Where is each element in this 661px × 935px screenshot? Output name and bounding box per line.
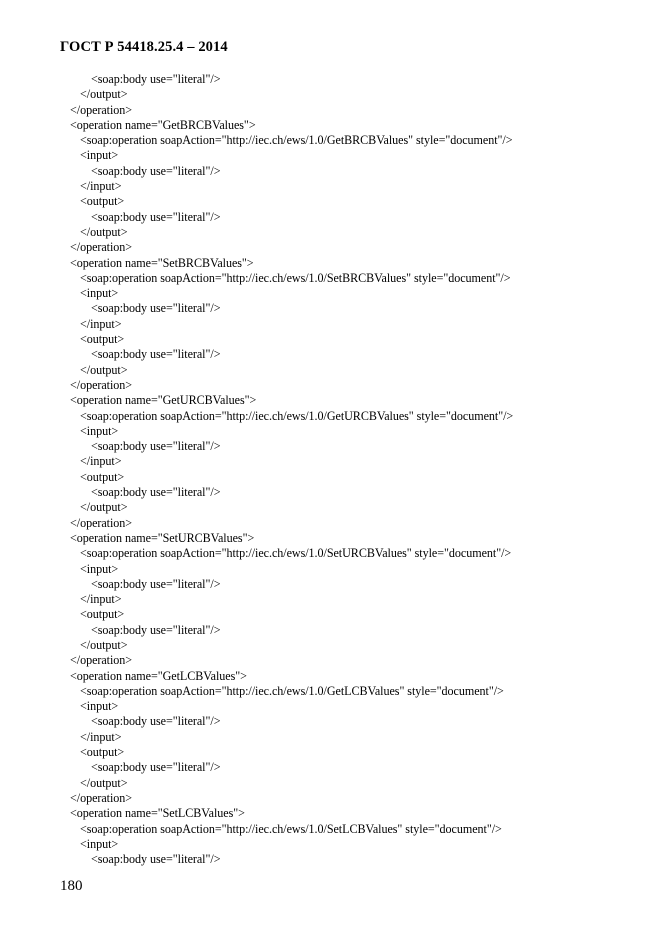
code-line: <input>: [80, 148, 119, 163]
code-line: <output>: [80, 332, 125, 347]
code-line: </input>: [80, 316, 122, 331]
code-listing: [0, 72, 661, 867]
page-header-standard-title: ГОСТ Р 54418.25.4 – 2014: [60, 39, 228, 55]
code-line: <soap:body use="literal"/>: [91, 852, 221, 867]
code-line: <operation name="SetLCBValues">: [70, 806, 245, 821]
code-line: <soap:operation soapAction="http://iec.ch/ews/1.0/SetBRCBValues" style="document"/>: [80, 270, 511, 285]
code-line: <output>: [80, 194, 125, 209]
code-line: </input>: [80, 729, 122, 744]
code-line: <soap:operation soapAction="http://iec.ch/ews/1.0/GetBRCBValues" style="document"/>: [80, 133, 513, 148]
code-line: <output>: [80, 745, 125, 760]
code-line: <input>: [80, 423, 119, 438]
code-line: <operation name="GetLCBValues">: [70, 668, 247, 683]
code-line: </operation>: [70, 653, 133, 668]
code-line: </operation>: [70, 240, 133, 255]
code-line: <soap:operation soapAction="http://iec.ch/ews/1.0/GetLCBValues" style="document"/>: [80, 683, 504, 698]
code-line: </output>: [80, 362, 128, 377]
code-line: <soap:body use="literal"/>: [91, 163, 221, 178]
code-line: <operation name="SetURCBValues">: [70, 530, 255, 545]
code-line: </operation>: [70, 790, 133, 805]
code-line: <soap:operation soapAction="http://iec.ch/ews/1.0/SetLCBValues" style="document"/>: [80, 821, 502, 836]
code-line: <output>: [80, 469, 125, 484]
code-line: </output>: [80, 224, 128, 239]
code-line: <soap:body use="literal"/>: [91, 72, 221, 86]
code-line: <input>: [80, 699, 119, 714]
code-line: </input>: [80, 179, 122, 194]
code-line: <soap:body use="literal"/>: [91, 622, 221, 637]
code-line: <soap:body use="literal"/>: [91, 209, 221, 224]
code-line: </input>: [80, 592, 122, 607]
code-line: <soap:operation soapAction="http://iec.ch/ews/1.0/SetURCBValues" style="document"/>: [80, 546, 512, 561]
code-line: <output>: [80, 607, 125, 622]
code-line: <soap:body use="literal"/>: [91, 439, 221, 454]
code-line: <operation name="SetBRCBValues">: [70, 255, 254, 270]
code-line: <input>: [80, 561, 119, 576]
code-line: <soap:operation soapAction="http://iec.ch/ews/1.0/GetURCBValues" style="document"/>: [80, 408, 514, 423]
code-line: <soap:body use="literal"/>: [91, 485, 221, 500]
code-line: <soap:body use="literal"/>: [91, 301, 221, 316]
code-line: </operation>: [70, 515, 133, 530]
code-line: <input>: [80, 836, 119, 851]
code-line: <soap:body use="literal"/>: [91, 760, 221, 775]
page-number: 180: [60, 878, 83, 894]
code-line: </operation>: [70, 102, 133, 117]
code-line: <operation name="GetBRCBValues">: [70, 117, 256, 132]
code-line: </output>: [80, 500, 128, 515]
code-line: <soap:body use="literal"/>: [91, 576, 221, 591]
code-line: </output>: [80, 87, 128, 102]
code-line: </input>: [80, 454, 122, 469]
code-line: </output>: [80, 775, 128, 790]
code-line: <soap:body use="literal"/>: [91, 714, 221, 729]
code-line: </operation>: [70, 377, 133, 392]
code-line: <input>: [80, 286, 119, 301]
code-line: <soap:body use="literal"/>: [91, 347, 221, 362]
code-line: <operation name="GetURCBValues">: [70, 393, 257, 408]
code-line: </output>: [80, 637, 128, 652]
